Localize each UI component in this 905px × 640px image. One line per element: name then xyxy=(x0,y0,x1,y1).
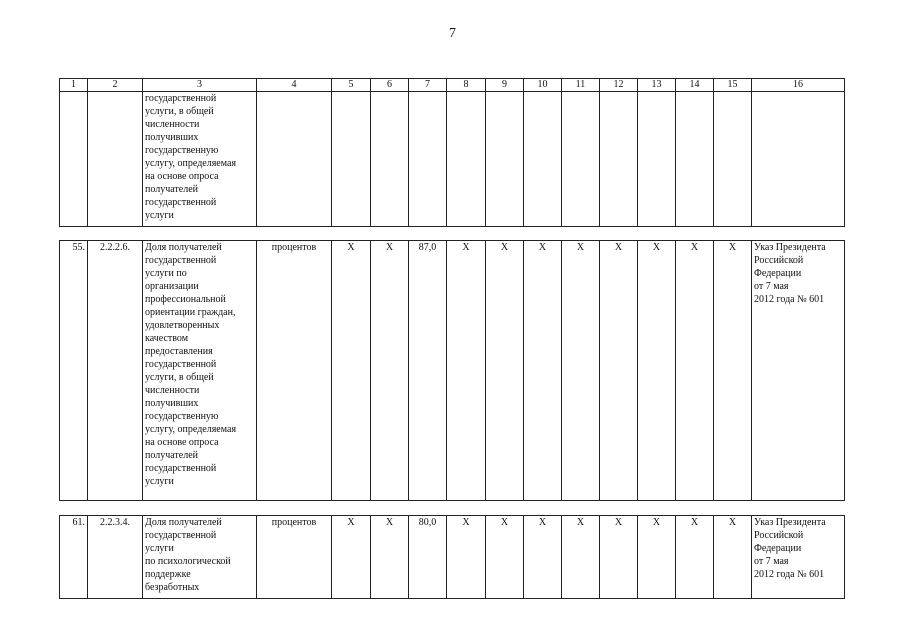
column-header: 5 xyxy=(332,79,371,92)
row-code: 2.2.3.4. xyxy=(88,516,143,599)
column-header: 7 xyxy=(409,79,447,92)
value-cell: X xyxy=(714,516,752,599)
table-row-continuation xyxy=(60,92,845,227)
value-cell: X xyxy=(486,241,524,501)
indicator-cell: государственной услуги, в общей численности получивших государственную услугу, определяемая на основе опроса получателей государственной услуги xyxy=(143,92,257,227)
value-cell: 80,0 xyxy=(409,516,447,599)
column-header: 14 xyxy=(676,79,714,92)
column-header: 10 xyxy=(524,79,562,92)
value-cell: X xyxy=(332,516,371,599)
column-header: 2 xyxy=(88,79,143,92)
column-number-header-row xyxy=(60,79,845,92)
value-cell: X xyxy=(524,241,562,501)
column-header: 11 xyxy=(562,79,600,92)
indicators-table-row-55 xyxy=(59,240,845,501)
value-cell: 87,0 xyxy=(409,241,447,501)
value-cell: X xyxy=(638,516,676,599)
value-cell: X xyxy=(714,241,752,501)
table-row xyxy=(60,516,845,599)
indicators-table-top xyxy=(59,78,845,227)
value-cell: X xyxy=(562,241,600,501)
source-cell: Указ Президента Российской Федерации от 7 мая 2012 года № 601 xyxy=(752,516,845,599)
indicator-cell: Доля получателей государственной услуги по психологической поддержке безработных xyxy=(143,516,257,599)
value-cell: X xyxy=(371,516,409,599)
column-header: 15 xyxy=(714,79,752,92)
table-row xyxy=(60,241,845,501)
value-cell: X xyxy=(676,516,714,599)
value-cell: X xyxy=(562,516,600,599)
value-cell: X xyxy=(600,516,638,599)
indicators-table-row-61 xyxy=(59,515,845,599)
column-header: 6 xyxy=(371,79,409,92)
column-header: 12 xyxy=(600,79,638,92)
value-cell: X xyxy=(524,516,562,599)
page-number: 7 xyxy=(449,26,456,41)
row-code: 2.2.2.6. xyxy=(88,241,143,501)
column-header: 13 xyxy=(638,79,676,92)
column-header: 16 xyxy=(752,79,845,92)
column-header: 3 xyxy=(143,79,257,92)
column-header: 1 xyxy=(60,79,88,92)
unit-cell: процентов xyxy=(257,241,332,501)
column-header: 9 xyxy=(486,79,524,92)
value-cell: X xyxy=(600,241,638,501)
value-cell: X xyxy=(447,241,486,501)
value-cell: X xyxy=(371,241,409,501)
column-header: 4 xyxy=(257,79,332,92)
value-cell: X xyxy=(486,516,524,599)
unit-cell: процентов xyxy=(257,516,332,599)
value-cell: X xyxy=(676,241,714,501)
column-header: 8 xyxy=(447,79,486,92)
indicator-cell: Доля получателей государственной услуги по организации профессиональной ориентации граждан, удовлетворенных качеством предоставления государственной услуги, в общей численности получивших государственную услугу, определяемая на основе опроса получателей государственной услуги xyxy=(143,241,257,501)
source-cell: Указ Президента Российской Федерации от 7 мая 2012 года № 601 xyxy=(752,241,845,501)
row-number: 61. xyxy=(60,516,88,599)
row-number: 55. xyxy=(60,241,88,501)
value-cell: X xyxy=(638,241,676,501)
value-cell: X xyxy=(332,241,371,501)
value-cell: X xyxy=(447,516,486,599)
